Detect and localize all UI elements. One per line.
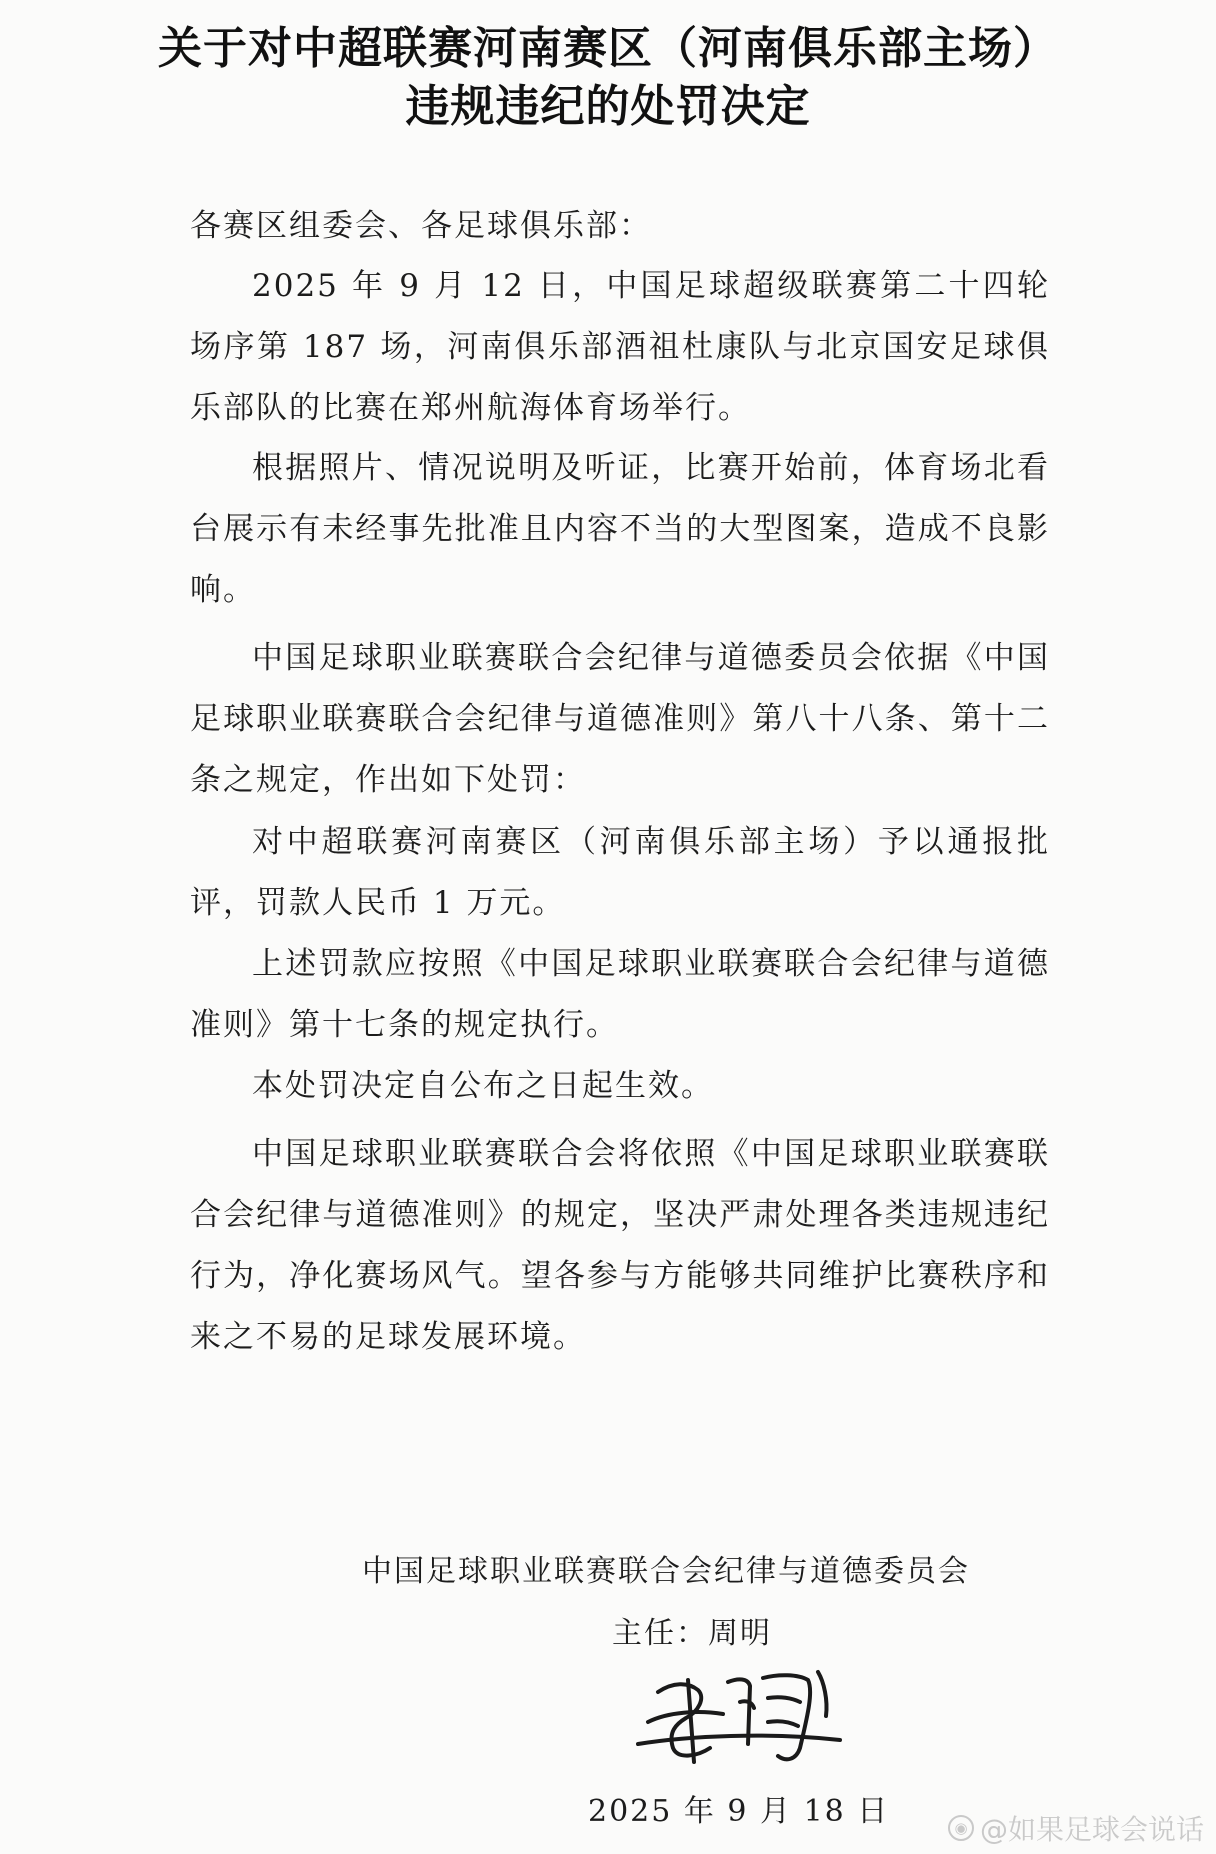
document-title-line1: 关于对中超联赛河南赛区（河南俱乐部主场） (158, 23, 1058, 74)
paragraph-penalty: 对中超联赛河南赛区（河南俱乐部主场）予以通报批评，罚款人民币 1 万元。 (190, 824, 1050, 921)
paragraph-findings: 根据照片、情况说明及听证，比赛开始前，体育场北看台展示有未经事先批准且内容不当的大型图案，造成不良影响。 (190, 450, 1050, 608)
document-title-line2: 违规违纪的处罚决定 (405, 81, 811, 132)
paragraph-match-info: 2025 年 9 月 12 日，中国足球超级联赛第二十四轮场序第 187 场，河南俱乐部酒祖杜康队与北京国安足球俱乐部队的比赛在郑州航海体育场举行。 (190, 268, 1050, 426)
paragraph-closing: 中国足球职业联赛联合会将依照《中国足球职业联赛联合会纪律与道德准则》的规定，坚决严肃处理各类违规违纪行为，净化赛场风气。望各参与方能够共同维护比赛秩序和来之不易的足球发展环境。 (190, 1136, 1050, 1355)
signatory-director: 主任：周明 (612, 1616, 772, 1651)
paragraph-fine-execution: 上述罚款应按照《中国足球职业联赛联合会纪律与道德准则》第十七条的规定执行。 (190, 946, 1050, 1043)
paragraph-effective: 本处罚决定自公布之日起生效。 (252, 1068, 714, 1104)
paragraph-legal-basis: 中国足球职业联赛联合会纪律与道德委员会依据《中国足球职业联赛联合会纪律与道德准则》第八十八条、第十二条之规定，作出如下处罚： (190, 640, 1050, 798)
weibo-icon: ◉ (948, 1815, 974, 1841)
handwritten-signature (628, 1652, 848, 1772)
salutation: 各赛区组委会、各足球俱乐部： (190, 208, 652, 244)
watermark (948, 1808, 1204, 1848)
watermark-text: @如果足球会说话 (979, 1813, 1204, 1846)
document-date: 2025 年 9 月 18 日 (588, 1794, 890, 1829)
signatory-committee: 中国足球职业联赛联合会纪律与道德委员会 (362, 1554, 970, 1589)
